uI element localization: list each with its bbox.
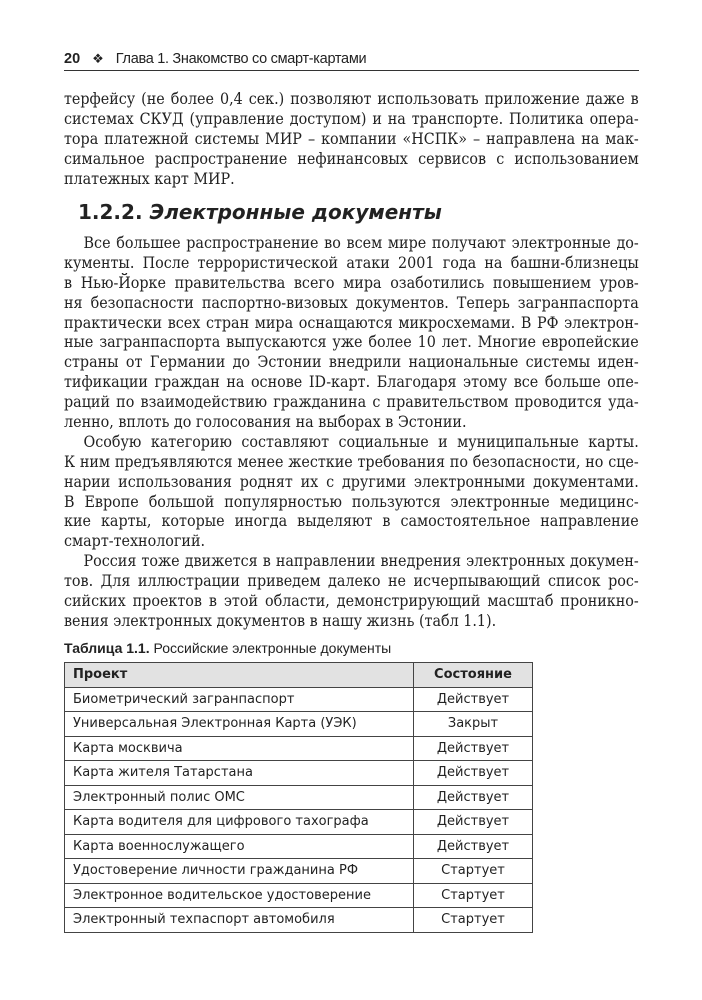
cell-project: Биометрический загранпаспорт [65, 687, 414, 712]
cell-status: Стартует [414, 859, 533, 884]
cell-status: Действует [414, 761, 533, 786]
paragraph [64, 433, 639, 552]
cell-project: Карта военнослужащего [65, 834, 414, 859]
text-line: смарт-технологий. [64, 532, 206, 551]
table-header-row [65, 663, 533, 688]
text-line: тификации граждан на основе ID-карт. Благодаря этому все больше опе- [64, 373, 639, 392]
text-line: раций по взаимодействию гражданина с правительством проводится уда- [64, 393, 639, 412]
table-row [65, 883, 533, 908]
text-line: нарии использования роднят их с другими электронными документами. [64, 472, 639, 491]
ornament-icon: ❖ [92, 51, 104, 66]
cell-status: Стартует [414, 908, 533, 933]
cell-status: Действует [414, 810, 533, 835]
chapter-title: Глава 1. Знакомство со смарт-картами [115, 51, 367, 67]
cell-project: Удостоверение личности гражданина РФ [65, 859, 414, 884]
text-line: тора платежной системы МИР – компании «НСПК» – направлена на мак- [64, 129, 639, 148]
table-row [65, 908, 533, 933]
text-line: Особую категорию составляют социальные и муниципальные карты. [83, 432, 639, 451]
cell-project: Электронный полис ОМС [65, 785, 414, 810]
table-row [65, 834, 533, 859]
text-line: симальное распространение нефинансовых сервисов с использованием [64, 149, 639, 168]
text-line: системах СКУД (управление доступом) и на транспорте. Политика опера- [64, 109, 639, 128]
table-row [65, 687, 533, 712]
table-row [65, 712, 533, 737]
documents-table [64, 662, 533, 933]
cell-project: Карта москвича [65, 736, 414, 761]
table-caption-text: Российские электронные документы [153, 640, 392, 656]
text-line: ня безопасности паспортно-визовых документов. Теперь загранпаспорта [64, 293, 639, 312]
text-line: в Нью-Йорке правительства всего мира озаботились повышением уров- [64, 273, 639, 292]
table-row [65, 859, 533, 884]
paragraph [64, 90, 639, 189]
section-heading [78, 200, 442, 224]
intro-paragraph [64, 90, 639, 189]
text-line: практически всех стран мира оснащаются микросхемами. В РФ электрон- [64, 313, 639, 332]
paragraph [64, 552, 639, 632]
text-line: ные загранпаспорта выпускаются уже более 10 лет. Многие европейские [64, 333, 639, 352]
cell-project: Электронное водительское удостоверение [65, 883, 414, 908]
text-line: В Европе большой популярностью пользуются электронные медицинс- [64, 492, 639, 511]
paragraph [64, 234, 639, 433]
column-header-project: Проект [65, 663, 414, 688]
text-line: вения электронных документов в нашу жизнь (табл 1.1). [64, 611, 497, 630]
cell-status: Действует [414, 834, 533, 859]
column-header-status: Состояние [414, 663, 533, 688]
cell-status: Действует [414, 785, 533, 810]
text-line: кументы. После террористической атаки 2001 года на башни-близнецы [64, 253, 639, 272]
table-caption [64, 640, 391, 657]
text-line: терфейсу (не более 0,4 сек.) позволяют использовать приложение даже в [64, 90, 639, 108]
cell-project: Карта водителя для цифрового тахографа [65, 810, 414, 835]
text-line: тов. Для иллюстрации приведем далеко не исчерпывающий список рос- [64, 572, 639, 591]
text-line: К ним предъявляются менее жесткие требования по безопасности, но сце- [64, 452, 639, 471]
text-line: платежных карт МИР. [64, 169, 235, 188]
section-number: 1.2.2. [78, 200, 143, 224]
table-row [65, 810, 533, 835]
section-body [64, 234, 639, 632]
text-line: сийских проектов в этой области, демонстрирующий масштаб проникно- [64, 592, 639, 611]
text-line: Все большее распространение во всем мире получают электронные до- [83, 234, 639, 252]
cell-project: Электронный техпаспорт автомобиля [65, 908, 414, 933]
cell-status: Действует [414, 687, 533, 712]
text-line: ленно, вплоть до голосования на выборах в Эстонии. [64, 413, 467, 432]
text-line: страны от Германии до Эстонии внедрили национальные системы иден- [64, 353, 639, 372]
table-caption-label: Таблица 1.1. [64, 640, 150, 656]
page-number: 20 [64, 51, 81, 67]
text-line: кие карты, которые иногда выделяют в самостоятельное направление [64, 512, 639, 531]
text-line: Россия тоже движется в направлении внедрения электронных докумен- [83, 552, 639, 571]
cell-status: Действует [414, 736, 533, 761]
table-row [65, 736, 533, 761]
cell-status: Закрыт [414, 712, 533, 737]
table-row [65, 761, 533, 786]
table-row [65, 785, 533, 810]
running-header [64, 48, 639, 71]
cell-project: Карта жителя Татарстана [65, 761, 414, 786]
cell-project: Универсальная Электронная Карта (УЭК) [65, 712, 414, 737]
cell-status: Стартует [414, 883, 533, 908]
section-title: Электронные документы [149, 200, 442, 224]
